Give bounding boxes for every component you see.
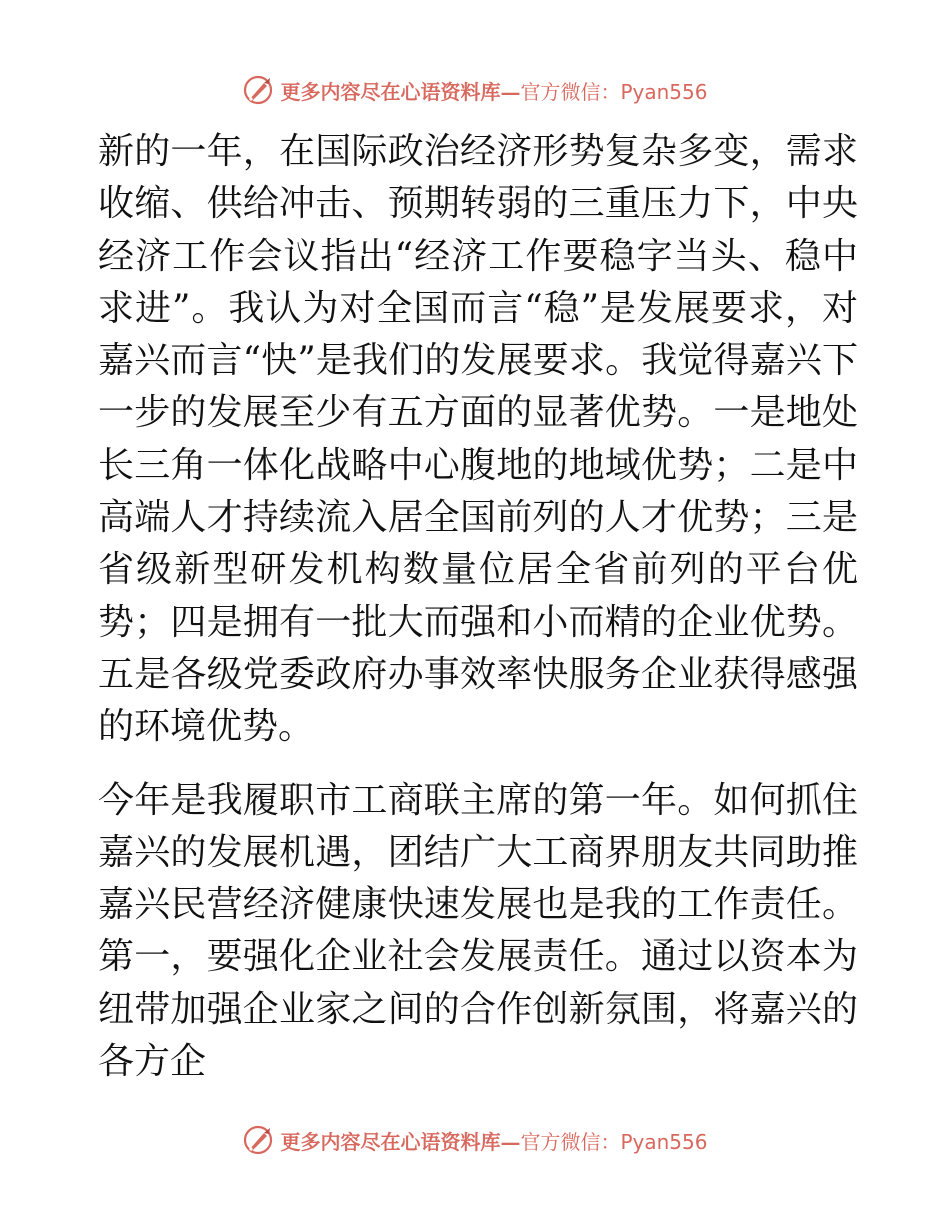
- footer-watermark-text: 更多内容尽在心语资料库—: [280, 1129, 521, 1154]
- header-contact-text: 官方微信：Pyan556: [520, 79, 708, 104]
- header-watermark-text: 更多内容尽在心语资料库—: [280, 79, 521, 104]
- body-paragraph-2: 今年是我履职市工商联主席的第一年。如何抓住嘉兴的发展机遇，团结广大工商界朋友共同助推嘉兴民营经济健康快速发展也是我的工作责任。第一，要强化企业社会发展责任。通过以资本为纽带加强企业家之间的合作创新氛围，将嘉兴的各方企: [98, 779, 858, 1083]
- header-watermark: [0, 70, 950, 110]
- quill-pen-logo-icon: [242, 1124, 274, 1156]
- footer-watermark: [0, 1120, 950, 1160]
- body-paragraph-1: 新的一年，在国际政治经济形势复杂多变，需求收缩、供给冲击、预期转弱的三重压力下，中央经济工作会议指出“经济工作要稳字当头、稳中求进”。我认为对全国而言“稳”是发展要求，对嘉兴而言“快”是我们的发展要求。我觉得嘉兴下一步的发展至少有五方面的显著优势。一是地处长三角一体化战略中心腹地的地域优势；二是中高端人才持续流入居全国前列的人才优势；三是省级新型研发机构数量位居全省前列的平台优势；四是拥有一批大而强和小而精的企业优势。五是各级党委政府办事效率快服务企业获得感强的环境优势。: [98, 131, 858, 748]
- quill-pen-logo-icon: [242, 74, 274, 106]
- footer-contact-text: 官方微信：Pyan556: [520, 1129, 708, 1154]
- document-body: [98, 126, 858, 1088]
